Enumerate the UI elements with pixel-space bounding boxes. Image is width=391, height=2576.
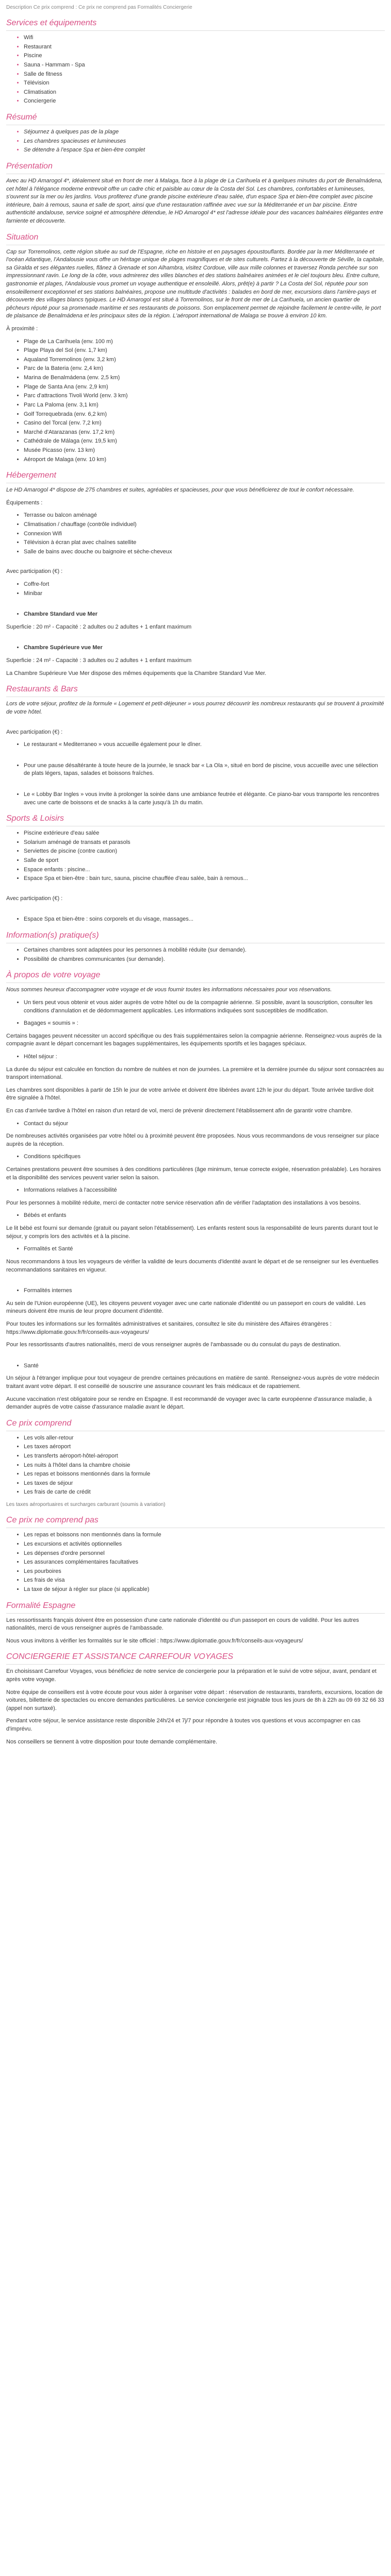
divider	[6, 1613, 385, 1614]
list-item: • Un tiers peut vous obtenir et vous aider auprès de votre hôtel ou de la compagnie aérienne. Si possible, avant la souscription, consulter les conditions d'annulation et de dédommagement applicables. Les informations indiquées sont susceptibles de modification.	[24, 999, 385, 1015]
list-item: • Les vols aller-retour	[24, 1434, 385, 1443]
list-item: • Golf Torrequebrada (env. 6,2 km)	[24, 411, 385, 419]
paragraph: Pour les ressortissants d'autres nationalités, merci de vous renseigner auprès de l'ambassade ou du consulat du pays de destination.	[6, 1342, 341, 1348]
list-item: • Le restaurant « Mediterraneo » vous accueille également pour le dîner.	[24, 741, 385, 749]
equipment-list	[6, 512, 385, 556]
list-item: • Climatisation	[24, 89, 385, 97]
equipment-label: Équipements :	[6, 499, 43, 506]
paragraph: Nous sommes heureux d'accompagner votre voyage et de vous fournir toutes les informations nécessaires pour vos réservations.	[6, 987, 332, 993]
services-title: Services et équipements	[6, 19, 97, 28]
paragraph: Aucune vaccination n'est obligatoire pour se rendre en Espagne. Il est recommandé de voyager avec la carte européenne d'assurance maladie, à demander auprès de votre caisse d'assurance maladie avant le départ.	[6, 1396, 372, 1411]
list-item: • Piscine extérieure d'eau salée	[24, 829, 385, 838]
meta-line: Description Ce prix comprend : Ce prix ne comprend pas Formalités Conciergerie	[6, 5, 192, 10]
price-excludes-title: Ce prix ne comprend pas	[6, 1516, 99, 1525]
list-item: • Télévision	[24, 79, 385, 88]
list-item: • Connexion Wifi	[24, 530, 385, 538]
sports-list	[6, 829, 385, 883]
list-item: • Serviettes de piscine (contre caution)	[24, 848, 385, 856]
price-excludes-list	[6, 1531, 385, 1594]
divider	[6, 982, 385, 983]
paragraph: Nos conseillers se tiennent à votre disposition pour toute demande complémentaire.	[6, 1738, 218, 1745]
contact-list	[6, 1120, 385, 1128]
list-item: • Conditions spécifiques	[24, 1153, 385, 1161]
room2-list	[6, 644, 385, 652]
list-item: • Restaurant	[24, 43, 385, 52]
paid-sports-list	[6, 916, 385, 924]
list-item: • Marina de Benalmádena (env. 2,5 km)	[24, 374, 385, 382]
list-item: • Musée Picasso (env. 13 km)	[24, 447, 385, 455]
sante-list	[6, 1362, 385, 1370]
sports-title: Sports & Loisirs	[6, 814, 64, 823]
list-item: • Coffre-fort	[24, 581, 385, 589]
list-item: • Les taxes aéroport	[24, 1443, 385, 1451]
presentation-text: Avec au HD Amarogol 4*, idéalement situé en front de mer à Malaga, face à la plage de La Carihuela et à quelques minutes du port de Benalmádena, cet hôtel à l'élégance moderne entrevoit offre un cadre chic et paisible au cœur de la Costa del Sol. Les chambres, confortables et lumineuses, s'ouvrent sur la mer ou les jardins. Vous profiterez d'une grande piscine extérieure d'eau salée, d'un espace Spa et bien-être complet avec piscine intérieure, bain à remous, sauna et salle de sport, ainsi que d'une restauration raffinée avec vue sur la Méditerranée et un bar piscine. Entre authenticité andalouse, service soigné et atmosphère détendue, le HD Amarogol 4* est l'adresse idéale pour des vacances balnéaires élégantes entre farniente et découverte.	[6, 177, 383, 224]
list-item: • Solarium aménagé de transats et parasols	[24, 839, 385, 847]
list-item: • Espace Spa et bien-être : soins corporels et du visage, massages...	[24, 916, 385, 924]
paragraph: Notre équipe de conseillers est à votre écoute pour vous aider à organiser votre départ : réservation de restaurants, transferts, excursions, location de voitures, billetterie de spectacles ou encore demandes particulières. Le service conciergerie est joignable tous les jours de 8h à 22h au 09 69 32 66 33 (appel non surtaxé).	[6, 1689, 384, 1711]
restaurant-list	[6, 741, 385, 749]
paragraph: Nous vous invitons à vérifier les formalités sur le site officiel : https://www.diplomatie.gouv.fr/fr/conseils-aux-voyageurs/	[6, 1637, 303, 1644]
list-item: • Plage Playa del Sol (env. 1,7 km)	[24, 347, 385, 355]
list-item: • Possibilité de chambres communicantes (sur demande).	[24, 956, 385, 964]
list-item: • Aéroport de Malaga (env. 10 km)	[24, 456, 385, 464]
price-note: Les taxes aéroportuaires et surcharges carburant (soumis à variation)	[6, 1502, 166, 1508]
list-item: • Parc de la Bateria (env. 2,4 km)	[24, 365, 385, 373]
room-title	[24, 611, 385, 619]
restaurant-list	[6, 762, 385, 778]
list-item: • Wifi	[24, 34, 385, 42]
list-item: • Casino del Torcal (env. 7,2 km)	[24, 419, 385, 428]
list-item: • La taxe de séjour à régler sur place (si applicable)	[24, 1586, 385, 1594]
paragraph: Pour toutes les informations sur les formalités administratives et sanitaires, consultez le site du ministère des Affaires étrangères : https://www.diplomatie.gouv.fr/fr/conseils-aux-voyageurs/	[6, 1320, 332, 1335]
apropos-title: À propos de votre voyage	[6, 971, 101, 980]
list-item: • Salle de sport	[24, 857, 385, 865]
list-item: • Informations relatives à l'accessibilité	[24, 1187, 385, 1195]
paragraph: En cas d'arrivée tardive à l'hôtel en raison d'un retard de vol, merci de prévenir directement l'établissement afin de garantir votre chambre.	[6, 1107, 353, 1114]
list-item: • Les pourboires	[24, 1568, 385, 1576]
list-item: • Santé	[24, 1362, 385, 1370]
health-list	[6, 1245, 385, 1253]
services-list	[6, 34, 385, 106]
list-item: • Minibar	[24, 590, 385, 598]
paragraph: En choisissant Carrefour Voyages, vous bénéficiez de notre service de conciergerie pour la préparation et le suivi de votre séjour, avant, pendant et après votre voyage.	[6, 1668, 377, 1683]
restaurants-title: Restaurants & Bars	[6, 685, 78, 694]
list-item: • Piscine	[24, 52, 385, 60]
conditions-list	[6, 1153, 385, 1161]
infos-title: Information(s) pratique(s)	[6, 931, 99, 940]
paragraph: Nous recommandons à tous les voyageurs de vérifier la validité de leurs documents d'identité avant le départ et de se renseigner sur les éventuelles recommandations sanitaires en vigueur.	[6, 1258, 379, 1273]
list-item: • Contact du séjour	[24, 1120, 385, 1128]
list-item: • Les assurances complémentaires facultatives	[24, 1558, 385, 1567]
list-item: • Télévision à écran plat avec chaînes satellite	[24, 539, 385, 547]
list-item: • Marché d'Atarazanas (env. 17,2 km)	[24, 429, 385, 437]
list-item: • Plage de Santa Ana (env. 2,9 km)	[24, 383, 385, 392]
paid-label: Avec participation (€) :	[6, 728, 63, 735]
divider	[6, 1664, 385, 1665]
resume-title: Résumé	[6, 113, 37, 122]
room-title-text: Chambre Supérieure vue Mer	[24, 645, 103, 651]
proximity-list	[6, 338, 385, 464]
paragraph: La durée du séjour est calculée en fonction du nombre de nuitées et non de journées. La première et la dernière journée du séjour sont consacrées au transport international.	[6, 1066, 384, 1081]
paid-label: Avec participation (€) :	[6, 568, 63, 575]
room1-list	[6, 611, 385, 619]
situation-text: Cap sur Torremolinos, cette région située au sud de l'Espagne, riche en histoire et en paysages époustouflants. Bordée par la mer Méditerranée et l'océan Atlantique, l'Andalousie vous offre un héritage unique de plages magnifiques et de sites culturels. Partez à la découverte de Séville, la capitale, sa Giralda et ses élégantes ruelles, flânez à Grenade et son Alhambra, visitez Cordoue, ville aux mille colonnes et traversez Ronda perchée sur son impressionnant ravin. Le long de la côte, vous admirerez des villes blanches et des stations balnéaires animées et le ciel toujours bleu. Entre culture, gastronomie et plages, l'Andalousie vous promet un voyage authentique et ensoleillé. Alors, prêt(e) à partir ? La Costa del Sol, réputée pour son ensoleillement exceptionnel et ses stations balnéaires, propose une multitude d'activités : balades en bord de mer, excursions dans l'arrière-pays et découverte des villages blancs typiques. Le HD Amarogol est situé à Torremolinos, sur le front de mer de La Carihuela, un ancien quartier de pêcheurs réputé pour sa promenade maritime et ses restaurants de poissons. Son emplacement permet de rejoindre facilement le centre-ville, le port de plaisance de Benalmádena et les principaux sites de la région. L'aéroport international de Malaga se trouve à environ 10 km.	[6, 248, 384, 319]
situation-title: Situation	[6, 232, 39, 242]
paragraph: Certains bagages peuvent nécessiter un accord spécifique ou des frais supplémentaires selon la compagnie aérienne. Renseignez-vous auprès de la compagnie avant le départ concernant les bagages supplémentaires, les équipements sportifs et les bagages spéciaux.	[6, 1032, 382, 1047]
list-item: • Les chambres spacieuses et lumineuses	[24, 138, 385, 146]
children-list	[6, 1212, 385, 1220]
list-item: • Bébés et enfants	[24, 1212, 385, 1220]
list-item: • Formalités et Santé	[24, 1245, 385, 1253]
list-item: • Climatisation / chauffage (contrôle individuel)	[24, 521, 385, 529]
infos-list	[6, 946, 385, 963]
restaurants-text: Lors de votre séjour, profitez de la formule « Logement et petit-déjeuner » vous pourrez découvrir les nombreux restaurants qui se trouvent à proximité de votre hôtel.	[6, 701, 384, 715]
list-item: • Les frais de carte de crédit	[24, 1488, 385, 1497]
list-item: • Les excursions et activités optionnelles	[24, 1540, 385, 1549]
hebergement-text: Le HD Amarogol 4* dispose de 275 chambres et suites, agréables et spacieuses, pour que vous bénéficierez de tout le confort nécessaire.	[6, 487, 354, 494]
paragraph: Au sein de l'Union européenne (UE), les citoyens peuvent voyager avec une carte nationale d'identité ou un passeport en cours de validité. Les mineurs doivent être munis de leur propre document d'identité.	[6, 1300, 366, 1315]
list-item: • Parc d'attractions Tivoli World (env. 3 km)	[24, 392, 385, 400]
hotel-stay-list	[6, 1053, 385, 1061]
paragraph: Pendant votre séjour, le service assistance reste disponible 24h/24 et 7j/7 pour répondre à toutes vos questions et vous accompagner en cas d'imprévu.	[6, 1718, 361, 1733]
formalities-list	[6, 1287, 385, 1295]
price-includes-list	[6, 1434, 385, 1497]
transport-list	[6, 999, 385, 1015]
hebergement-title: Hébergement	[6, 471, 56, 480]
list-item: • Les dépenses d'ordre personnel	[24, 1550, 385, 1558]
page	[6, 4, 385, 1746]
formalites-title: Formalité Espagne	[6, 1601, 76, 1610]
list-item: • Se détendre à l'espace Spa et bien-être complet	[24, 146, 385, 155]
list-item: • Terrasse ou balcon aménagé	[24, 512, 385, 520]
paragraph: Pour les personnes à mobilité réduite, merci de contacter notre service réservation afin de vérifier l'adaptation des installations à vos besoins.	[6, 1199, 361, 1206]
list-item: • Les repas et boissons mentionnés dans la formule	[24, 1470, 385, 1479]
paragraph: Les ressortissants français doivent être en possession d'une carte nationale d'identité ou d'un passeport en cours de validité. Pour les autres nationalités, merci de vous renseigner auprès de l'ambassade.	[6, 1617, 359, 1632]
resume-list	[6, 128, 385, 155]
room-note: La Chambre Supérieure Vue Mer dispose des mêmes équipements que la Chambre Standard Vue Mer.	[6, 670, 267, 676]
list-item: • Les repas et boissons non mentionnés dans la formule	[24, 1531, 385, 1539]
list-item: • Séjournez à quelques pas de la plage	[24, 128, 385, 137]
paragraph: Le lit bébé est fourni sur demande (gratuit ou payant selon l'établissement). Les enfants restent sous la responsabilité de leurs parents durant tout le séjour, y compris lors des activités et à la piscine.	[6, 1225, 379, 1240]
list-item: • Les transferts aéroport-hôtel-aéroport	[24, 1452, 385, 1461]
list-item: • Salle de fitness	[24, 71, 385, 79]
accessibility-list	[6, 1187, 385, 1195]
room-desc: Superficie : 24 m² - Capacité : 3 adultes ou 2 adultes + 1 enfant maximum	[6, 657, 192, 664]
list-item: • Plage de La Carihuela (env. 100 m)	[24, 338, 385, 346]
list-item: • Les frais de visa	[24, 1577, 385, 1585]
list-item: • Salle de bains avec douche ou baignoire et sèche-cheveux	[24, 548, 385, 556]
list-item: • Aqualand Torremolinos (env. 3,2 km)	[24, 356, 385, 364]
list-item: • Les taxes de séjour	[24, 1480, 385, 1488]
divider	[6, 30, 385, 31]
list-item: • Certaines chambres sont adaptées pour les personnes à mobilité réduite (sur demande).	[24, 946, 385, 955]
baggage-list	[6, 1020, 385, 1028]
list-item: • Cathédrale de Málaga (env. 19,5 km)	[24, 437, 385, 446]
list-item: • Conciergerie	[24, 97, 385, 106]
list-item: • Bagages « soumis » :	[24, 1020, 385, 1028]
room-desc: Superficie : 20 m² - Capacité : 2 adultes ou 2 adultes + 1 enfant maximum	[6, 623, 192, 630]
restaurant-list	[6, 791, 385, 807]
list-item: • Formalités internes	[24, 1287, 385, 1295]
presentation-title: Présentation	[6, 161, 53, 171]
proximity-label: À proximité :	[6, 326, 38, 332]
list-item: • Les nuits à l'hôtel dans la chambre choisie	[24, 1462, 385, 1470]
list-item: • Hôtel séjour :	[24, 1053, 385, 1061]
paragraph: Certaines prestations peuvent être soumises à des conditions particulières (âge minimum, tenue correcte exigée, réservation préalable). Les horaires et la disponibilité des services peuvent varier selon la saison.	[6, 1166, 381, 1181]
list-item: • Espace Spa et bien-être : bain turc, sauna, piscine chauffée d'eau salée, bain à remous...	[24, 875, 385, 883]
list-item: • Espace enfants : piscine...	[24, 866, 385, 874]
paragraph: Un séjour à l'étranger implique pour tout voyageur de prendre certaines précautions en matière de santé. Renseignez-vous auprès de votre médecin traitant avant votre départ. Il est conseillé de souscrire une assurance couvrant les frais médicaux et de rapatriement.	[6, 1375, 380, 1389]
list-item: • Le « Lobby Bar Ingles » vous invite à prolonger la soirée dans une ambiance feutrée et élégante. Ce piano-bar vous transporte les rencontres avec une carte de boissons et de snacks à la carte jusqu'à 1h du matin.	[24, 791, 385, 807]
paid-equipment-list	[6, 581, 385, 598]
paragraph: De nombreuses activités organisées par votre hôtel ou à proximité peuvent être proposées. Nous vous recommandons de vous renseigner sur place auprès de la réception.	[6, 1133, 379, 1147]
conciergerie-title: CONCIERGERIE ET ASSISTANCE CARREFOUR VOYAGES	[6, 1652, 234, 1662]
room-title	[24, 644, 385, 652]
room-title-text: Chambre Standard vue Mer	[24, 611, 98, 618]
paragraph: Les chambres sont disponibles à partir de 15h le jour de votre arrivée et doivent être libérées avant 12h le jour du départ. Toute arrivée tardive doit être signalée à l'hôtel.	[6, 1087, 374, 1101]
paid-label: Avec participation (€) :	[6, 895, 63, 902]
list-item: • Pour une pause désaltérante à toute heure de la journée, le snack bar « La Ola », situé en bord de piscine, vous accueille avec une sélection de plats légers, tapas, salades et boissons fraîches.	[24, 762, 385, 778]
list-item: • Parc La Paloma (env. 3,1 km)	[24, 401, 385, 410]
list-item: • Sauna - Hammam - Spa	[24, 61, 385, 70]
price-includes-title: Ce prix comprend	[6, 1418, 72, 1428]
